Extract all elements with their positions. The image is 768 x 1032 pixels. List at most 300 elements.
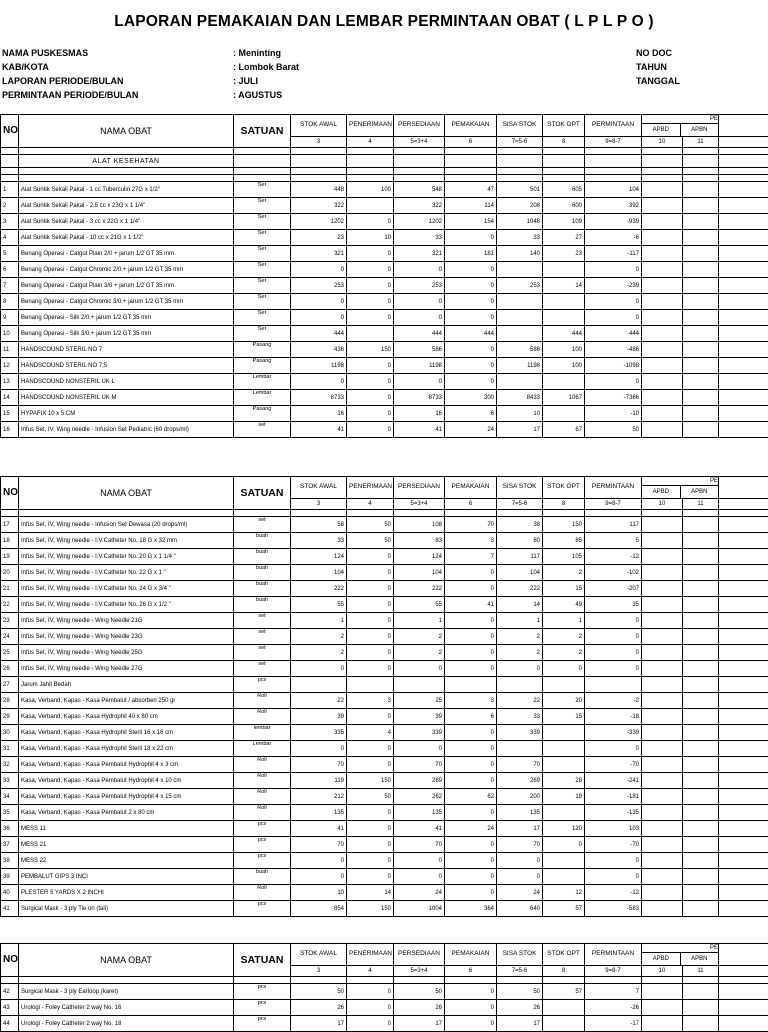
blank-cell: [234, 977, 291, 984]
table-row: [1, 661, 768, 677]
section-label: ALAT KESEHATAN: [19, 155, 234, 168]
apbn-cell: [683, 310, 719, 326]
column-code: 10: [642, 137, 683, 148]
blank-cell: [719, 1000, 768, 1016]
table-row: [1, 677, 768, 693]
blank-cell: [234, 155, 291, 168]
apbd-cell: [642, 613, 683, 629]
apbn-cell: [683, 549, 719, 565]
permintaan: -10: [585, 406, 642, 422]
row-number: 32: [1, 757, 19, 773]
permintaan: -6: [585, 230, 642, 246]
blank-cell: [719, 661, 768, 677]
row-number: 23: [1, 613, 19, 629]
column-code: 8: [543, 137, 585, 148]
apbn-cell: [683, 597, 719, 613]
blank-cell: [585, 155, 642, 168]
header-stok-awal: STOK AWAL: [291, 944, 347, 966]
persediaan: 1: [394, 613, 445, 629]
stok-opt: [543, 725, 585, 741]
header-sisa-stok: SISA STOK: [497, 944, 543, 966]
header-pemakaian: PEMAKAIAN: [445, 477, 497, 499]
pemakaian: 444: [445, 326, 497, 342]
pemakaian: 70: [445, 517, 497, 533]
blank-cell: [719, 262, 768, 278]
stok-opt: 100: [543, 342, 585, 358]
permintaan: -117: [585, 246, 642, 262]
blank-cell: [719, 198, 768, 214]
unit: Pasang: [234, 342, 291, 358]
row-number: 34: [1, 789, 19, 805]
persediaan: 586: [394, 342, 445, 358]
unit: Pasang: [234, 406, 291, 422]
header-pe: PE: [642, 944, 718, 952]
stok-awal: 50: [291, 984, 347, 1000]
apbn-cell: [683, 837, 719, 853]
table-row: [1, 1000, 768, 1016]
header-pemakaian: PEMAKAIAN: [445, 115, 497, 137]
unit: buah: [234, 581, 291, 597]
blank-cell: [683, 175, 719, 182]
penerimaan: 0: [347, 805, 394, 821]
permintaan: 0: [585, 661, 642, 677]
item-name: Benang Operasi - Catgut Chromic 3/0 + jarum 1/2 GT 35 mm: [19, 294, 234, 310]
stok-awal: 444: [291, 326, 347, 342]
row-number: 1: [1, 182, 19, 198]
doc-label: TANGGAL: [636, 76, 680, 86]
blank-cell: [394, 155, 445, 168]
header-apbd: APBD: [642, 953, 680, 965]
item-name: HANDSCOUND STERIL NO 7,5: [19, 358, 234, 374]
persediaan: 2: [394, 629, 445, 645]
pemakaian: [445, 677, 497, 693]
item-name: Kasa, Verband, Kapas - Kasa Pembalut Hydrophil 4 x 3 cm: [19, 757, 234, 773]
stok-awal: 33: [291, 533, 347, 549]
item-name: Urologi - Foley Catheter 2 way No. 16: [19, 1000, 234, 1016]
penerimaan: 0: [347, 869, 394, 885]
doc-label: TAHUN: [636, 62, 667, 72]
blank-cell: [347, 168, 394, 175]
unit: Roll: [234, 773, 291, 789]
persediaan: 33: [394, 230, 445, 246]
blank-cell: [719, 182, 768, 198]
apbn-cell: [683, 326, 719, 342]
table-row: [1, 757, 768, 773]
stok-opt: 100: [543, 358, 585, 374]
table-row: [1, 358, 768, 374]
blank-cell: [19, 510, 234, 517]
unit: buah: [234, 549, 291, 565]
permintaan: -181: [585, 789, 642, 805]
blank-cell: [683, 155, 719, 168]
header-pe-group: [642, 115, 719, 137]
penerimaan: 0: [347, 837, 394, 853]
column-code: 6: [445, 966, 497, 977]
unit: Pasang: [234, 358, 291, 374]
persediaan: 444: [394, 326, 445, 342]
persediaan: 124: [394, 549, 445, 565]
blank-cell: [19, 148, 234, 155]
persediaan: 0: [394, 661, 445, 677]
sisa-stok: 640: [497, 901, 543, 917]
persediaan: 70: [394, 757, 445, 773]
pemakaian: 300: [445, 390, 497, 406]
persediaan: 253: [394, 278, 445, 294]
report-title: LAPORAN PEMAKAIAN DAN LEMBAR PERMINTAAN OBAT ( L P L P O ): [0, 13, 768, 31]
persediaan: 83: [394, 533, 445, 549]
stok-opt: 14: [543, 278, 585, 294]
row-number: 21: [1, 581, 19, 597]
row-number: 40: [1, 885, 19, 901]
blank-cell: [445, 148, 497, 155]
pemakaian: 24: [445, 422, 497, 438]
penerimaan: 150: [347, 901, 394, 917]
penerimaan: 4: [347, 725, 394, 741]
apbn-cell: [683, 406, 719, 422]
item-name: Kasa, Verband, Kapas - Kasa Hydrophil Steril 16 x 16 cm: [19, 725, 234, 741]
blank-cell: [719, 406, 768, 422]
sisa-stok: 17: [497, 821, 543, 837]
apbd-cell: [642, 310, 683, 326]
apbd-cell: [642, 198, 683, 214]
column-code: 3: [291, 499, 347, 510]
stok-awal: 854: [291, 901, 347, 917]
apbn-cell: [683, 757, 719, 773]
header-apbn: APBN: [680, 124, 719, 136]
permintaan: -26: [585, 1000, 642, 1016]
column-code: 5=3+4: [394, 499, 445, 510]
apbn-cell: [683, 853, 719, 869]
blank-cell: [1, 148, 19, 155]
table-row: [1, 549, 768, 565]
stok-opt: 1: [543, 613, 585, 629]
table-row: [1, 773, 768, 789]
table-row: [1, 214, 768, 230]
header-penerimaan: PENERIMAAN: [347, 115, 394, 137]
lplpo-table: [0, 476, 768, 917]
blank-cell: [719, 725, 768, 741]
apbn-cell: [683, 214, 719, 230]
stok-opt: 444: [543, 326, 585, 342]
unit: Set: [234, 246, 291, 262]
blank-cell: [719, 358, 768, 374]
table-row: [1, 805, 768, 821]
blank-cell: [719, 629, 768, 645]
item-name: Infus Set, IV, Wing needle - Wing Needle 25G: [19, 645, 234, 661]
blank-cell: [347, 175, 394, 182]
header-satuan: SATUAN: [234, 944, 291, 977]
penerimaan: 100: [347, 182, 394, 198]
persediaan: 25: [394, 693, 445, 709]
blank-cell: [719, 175, 768, 182]
unit: Lembar: [234, 741, 291, 757]
stok-opt: 150: [543, 517, 585, 533]
unit: Roll: [234, 805, 291, 821]
item-name: Alat Suntik Sekali Pakai - 1 cc Tuberculin 27G x 1/2": [19, 182, 234, 198]
apbd-cell: [642, 246, 683, 262]
row-number: 6: [1, 262, 19, 278]
pemakaian: 41: [445, 597, 497, 613]
blank-cell: [585, 148, 642, 155]
row-number: 44: [1, 1016, 19, 1032]
stok-opt: 2: [543, 645, 585, 661]
stok-awal: 23: [291, 230, 347, 246]
apbn-cell: [683, 645, 719, 661]
item-name: PLESTER 5 YARDS X 2 INCHI: [19, 885, 234, 901]
stok-awal: 212: [291, 789, 347, 805]
blank-cell: [445, 175, 497, 182]
stok-awal: 70: [291, 757, 347, 773]
stok-awal: 0: [291, 661, 347, 677]
sisa-stok: 586: [497, 342, 543, 358]
penerimaan: 0: [347, 984, 394, 1000]
table-row: [1, 406, 768, 422]
stok-awal: 0: [291, 374, 347, 390]
sisa-stok: [497, 741, 543, 757]
header-apbn: APBN: [680, 486, 719, 498]
blank-cell: [719, 499, 768, 510]
unit: buah: [234, 869, 291, 885]
stok-opt: 15: [543, 709, 585, 725]
stok-awal: 2: [291, 629, 347, 645]
apbd-cell: [642, 869, 683, 885]
header-stok-opt: STOK OPT: [543, 115, 585, 137]
header-no: NO: [1, 477, 19, 510]
pemakaian: 7: [445, 549, 497, 565]
table-row: [1, 374, 768, 390]
blank-cell: [585, 510, 642, 517]
permintaan: -12: [585, 885, 642, 901]
permintaan: [585, 677, 642, 693]
unit: lembar: [234, 725, 291, 741]
apbd-cell: [642, 597, 683, 613]
blank-cell: [1, 510, 19, 517]
column-code: 9=8-7: [585, 137, 642, 148]
penerimaan: 0: [347, 1016, 394, 1032]
header-pe: PE: [642, 115, 718, 123]
sisa-stok: 2: [497, 645, 543, 661]
stok-awal: 2: [291, 645, 347, 661]
apbd-cell: [642, 230, 683, 246]
apbn-cell: [683, 358, 719, 374]
sisa-stok: 117: [497, 549, 543, 565]
unit: buah: [234, 533, 291, 549]
unit: Set: [234, 294, 291, 310]
pemakaian: 0: [445, 565, 497, 581]
permintaan: 104: [585, 182, 642, 198]
table-row: [1, 693, 768, 709]
table-row: [1, 741, 768, 757]
pemakaian: 0: [445, 805, 497, 821]
blank-cell: [719, 148, 768, 155]
permintaan: -17: [585, 1016, 642, 1032]
blank-cell: [394, 977, 445, 984]
blank-cell: [719, 246, 768, 262]
table-row: [1, 390, 768, 406]
unit: Set: [234, 278, 291, 294]
column-code: 9=8-7: [585, 499, 642, 510]
stok-opt: 12: [543, 885, 585, 901]
unit: Roll: [234, 693, 291, 709]
stok-awal: 222: [291, 581, 347, 597]
apbd-cell: [642, 358, 683, 374]
header-sisa-stok: SISA STOK: [497, 115, 543, 137]
table-row: [1, 853, 768, 869]
table-row: [1, 278, 768, 294]
item-name: Benang Operasi - Silk 3/0 + jarum 1/2 GT 35 mm: [19, 326, 234, 342]
pemakaian: 0: [445, 310, 497, 326]
penerimaan: 3: [347, 693, 394, 709]
sisa-stok: 38: [497, 517, 543, 533]
sisa-stok: 22: [497, 693, 543, 709]
unit: pcs: [234, 853, 291, 869]
stok-awal: 253: [291, 278, 347, 294]
persediaan: 26: [394, 1000, 445, 1016]
item-name: Kasa, Verband, Kapas - Kasa Pembalut 2 x 80 cm: [19, 805, 234, 821]
apbn-cell: [683, 294, 719, 310]
persediaan: 16: [394, 406, 445, 422]
permintaan: 35: [585, 597, 642, 613]
table-row: [1, 198, 768, 214]
blank-cell: [291, 510, 347, 517]
blank-cell: [719, 741, 768, 757]
persediaan: 108: [394, 517, 445, 533]
pemakaian: 0: [445, 661, 497, 677]
info-label: PERMINTAAN PERIODE/BULAN: [2, 90, 138, 100]
info-value: : Lombok Barat: [233, 62, 299, 72]
permintaan: -486: [585, 342, 642, 358]
item-name: Infus Set, IV, Wing needle - I.V.Catheter No. 22 G x 1 ": [19, 565, 234, 581]
row-number: 5: [1, 246, 19, 262]
penerimaan: 0: [347, 310, 394, 326]
blank-cell: [543, 977, 585, 984]
row-number: 38: [1, 853, 19, 869]
blank-cell: [19, 977, 234, 984]
sisa-stok: 70: [497, 837, 543, 853]
blank-cell: [347, 155, 394, 168]
blank-cell: [719, 597, 768, 613]
stok-opt: 1067: [543, 390, 585, 406]
pemakaian: 62: [445, 789, 497, 805]
stok-opt: 67: [543, 422, 585, 438]
table-row: [1, 310, 768, 326]
apbn-cell: [683, 565, 719, 581]
header-no: NO: [1, 944, 19, 977]
apbn-cell: [683, 869, 719, 885]
apbn-cell: [683, 629, 719, 645]
apbd-cell: [642, 294, 683, 310]
row-number: 14: [1, 390, 19, 406]
header-permintaan: PERMINTAAN: [585, 477, 642, 499]
stok-opt: 105: [543, 549, 585, 565]
row-number: 19: [1, 549, 19, 565]
persediaan: 0: [394, 262, 445, 278]
item-name: Alat Suntik Sekali Pakai - 2.5 cc x 23G x 1 1/4": [19, 198, 234, 214]
pemakaian: 0: [445, 869, 497, 885]
stok-opt: 2: [543, 629, 585, 645]
apbd-cell: [642, 885, 683, 901]
persediaan: 41: [394, 422, 445, 438]
pemakaian: 0: [445, 741, 497, 757]
stok-opt: 19: [543, 789, 585, 805]
column-code: 4: [347, 137, 394, 148]
apbd-cell: [642, 182, 683, 198]
sisa-stok: 1048: [497, 214, 543, 230]
apbd-cell: [642, 645, 683, 661]
stok-awal: 321: [291, 246, 347, 262]
blank-cell: [719, 789, 768, 805]
penerimaan: 0: [347, 565, 394, 581]
apbn-cell: [683, 533, 719, 549]
blank-cell: [543, 510, 585, 517]
permintaan: -939: [585, 214, 642, 230]
row-number: 15: [1, 406, 19, 422]
stok-opt: 15: [543, 581, 585, 597]
blank-cell: [683, 977, 719, 984]
blank-cell: [347, 977, 394, 984]
column-code: 6: [445, 137, 497, 148]
persediaan: 8733: [394, 390, 445, 406]
stok-awal: 0: [291, 310, 347, 326]
blank-cell: [234, 510, 291, 517]
stok-awal: 39: [291, 709, 347, 725]
table-row: [1, 533, 768, 549]
unit: Set: [234, 230, 291, 246]
blank-cell: [234, 168, 291, 175]
pemakaian: 0: [445, 645, 497, 661]
blank-cell: [719, 821, 768, 837]
permintaan: 392: [585, 198, 642, 214]
blank-cell: [543, 148, 585, 155]
unit: set: [234, 629, 291, 645]
table-row: [1, 869, 768, 885]
persediaan: 322: [394, 198, 445, 214]
info-label: NAMA PUSKESMAS: [2, 48, 88, 58]
blank-cell: [234, 175, 291, 182]
doc-label: NO DOC: [636, 48, 672, 58]
pemakaian: 24: [445, 821, 497, 837]
sisa-stok: 33: [497, 709, 543, 725]
permintaan: 0: [585, 629, 642, 645]
blank-cell: [497, 148, 543, 155]
blank-cell: [394, 175, 445, 182]
row-number: 16: [1, 422, 19, 438]
column-code: 8: [543, 966, 585, 977]
row-number: 24: [1, 629, 19, 645]
apbn-cell: [683, 773, 719, 789]
stok-opt: [543, 869, 585, 885]
header-sisa-stok: SISA STOK: [497, 477, 543, 499]
unit: pcs: [234, 821, 291, 837]
blank-cell: [291, 977, 347, 984]
stok-opt: 2: [543, 565, 585, 581]
stok-awal: 0: [291, 294, 347, 310]
blank-cell: [719, 901, 768, 917]
stok-awal: 41: [291, 422, 347, 438]
apbd-cell: [642, 773, 683, 789]
stok-opt: 0: [543, 837, 585, 853]
permintaan: -239: [585, 278, 642, 294]
pemakaian: 0: [445, 773, 497, 789]
table-row: [1, 342, 768, 358]
apbd-cell: [642, 677, 683, 693]
lplpo-table: [0, 114, 768, 438]
apbn-cell: [683, 613, 719, 629]
persediaan: 70: [394, 837, 445, 853]
apbn-cell: [683, 789, 719, 805]
permintaan: -70: [585, 757, 642, 773]
permintaan: -1098: [585, 358, 642, 374]
